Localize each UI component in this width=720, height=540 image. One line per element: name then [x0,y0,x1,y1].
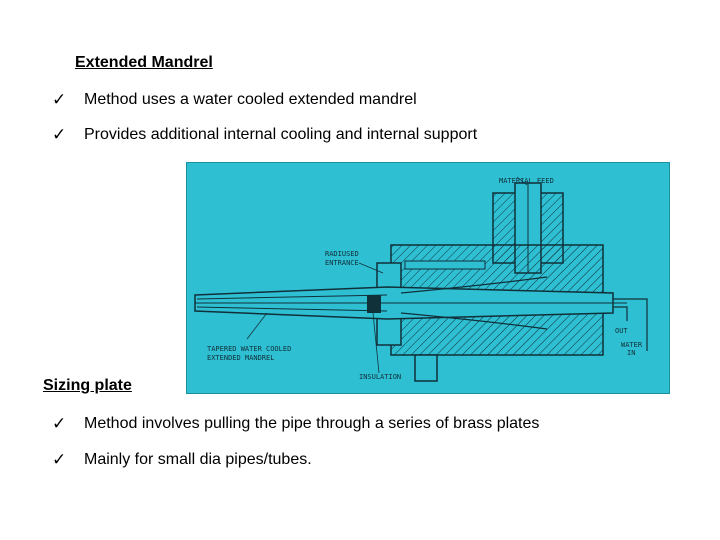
bullet-mandrel-method: Method uses a water cooled extended mandrel [84,91,417,108]
label-radiused-line1: RADIUSED [325,250,359,258]
label-water-line1: WATER [621,341,643,349]
label-tapered-line1: TAPERED WATER COOLED [207,345,292,353]
bullet-mandrel-cooling: Provides additional internal cooling and internal support [84,126,478,143]
check-icon: ✓ [52,125,67,145]
label-water-line2: IN [627,349,636,357]
extended-mandrel-heading: Extended Mandrel [75,54,213,71]
label-out: OUT [615,327,628,335]
bullet-sizing-small-dia: Mainly for small dia pipes/tubes. [84,451,312,468]
check-icon: ✓ [52,90,67,110]
bullet-sizing-method: Method involves pulling the pipe through a series of brass plates [84,415,540,432]
label-tapered-line2: EXTENDED MANDREL [207,354,275,362]
sizing-plate-heading: Sizing plate [43,377,132,394]
label-radiused-line2: ENTRANCE [325,259,359,267]
mandrel-cross-section-drawing [187,163,669,393]
extended-mandrel-diagram [186,162,670,394]
check-icon: ✓ [52,450,67,470]
label-insulation: INSULATION [359,373,402,381]
label-material-feed: MATERIAL FEED [499,177,554,185]
check-icon: ✓ [52,414,67,434]
